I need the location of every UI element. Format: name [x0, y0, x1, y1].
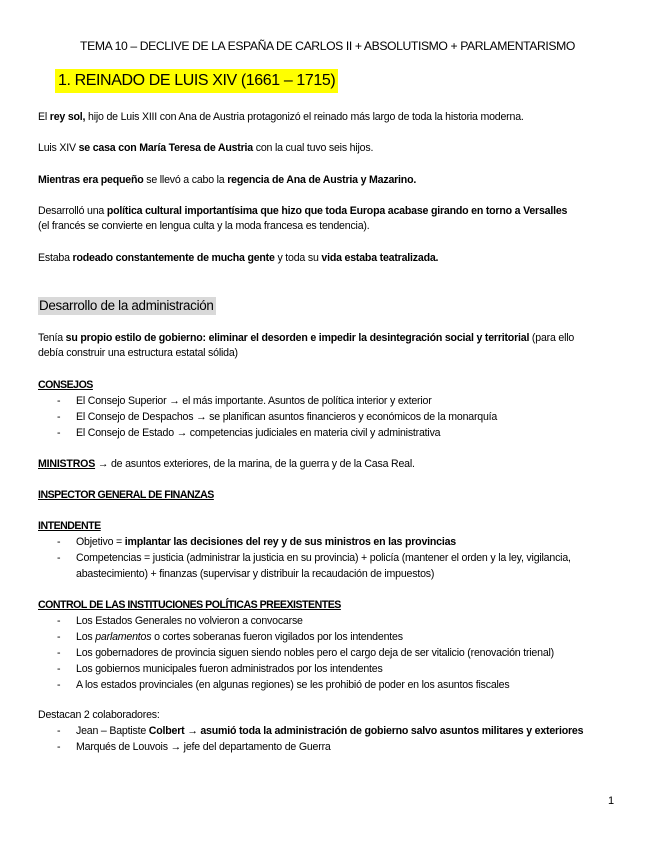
list-item: - Marqués de Louvois → jefe del departamento de Guerra [0, 739, 655, 755]
list-item: - El Consejo Superior → el más importante. Asuntos de política interior y exterior [0, 393, 655, 409]
paragraph-ministros: MINISTROS → de asuntos exteriores, de la marina, de la guerra y de la Casa Real. [38, 458, 415, 470]
heading-control: CONTROL DE LAS INSTITUCIONES POLÍTICAS PREEXISTENTES [38, 599, 341, 611]
list-control [0, 613, 655, 693]
page-number: 1 [608, 795, 614, 807]
paragraph-politica-cultural: Desarrolló una política cultural importantísima que hizo que toda Europa acabase girando en torno a Versalles (el francés se convierte en lengua culta y la moda francesa es tendencia). [38, 205, 568, 232]
list-item: - El Consejo de Estado → competencias judiciales en materia civil y administrativa [0, 425, 655, 441]
heading-consejos: CONSEJOS [38, 379, 93, 391]
section-heading-reinado: 1. REINADO DE LUIS XIV (1661 – 1715) [55, 69, 338, 93]
paragraph-matrimonio: Luis XIV se casa con María Teresa de Austria con la cual tuvo seis hijos. [38, 142, 374, 154]
paragraph-colaboradores: Destacan 2 colaboradores: [38, 709, 160, 721]
heading-intendente: INTENDENTE [38, 520, 101, 532]
paragraph-teatralizada: Estaba rodeado constantemente de mucha gente y toda su vida estaba teatralizada. [38, 252, 439, 264]
list-item: - Los gobernadores de provincia siguen siendo nobles pero el cargo deja de ser vitalicio (renovación trienal) [0, 645, 655, 661]
list-colaboradores [0, 723, 655, 755]
paragraph-rey-sol: El rey sol, hijo de Luis XIII con Ana de Austria protagonizó el reinado más largo de toda la historia moderna. [38, 111, 524, 123]
document-title: TEMA 10 – DECLIVE DE LA ESPAÑA DE CARLOS II + ABSOLUTISMO + PARLAMENTARISMO [80, 39, 575, 53]
paragraph-estilo-gobierno: Tenía su propio estilo de gobierno: eliminar el desorden e impedir la desintegración social y territorial (para ello debía construir una estructura estatal sólida) [38, 332, 575, 359]
list-item: - A los estados provinciales (en algunas regiones) se les prohibió de poder en los asuntos fiscales [0, 677, 655, 693]
list-item: - Los gobiernos municipales fueron administrados por los intendentes [0, 661, 655, 677]
heading-inspector: INSPECTOR GENERAL DE FINANZAS [38, 489, 214, 501]
paragraph-regencia: Mientras era pequeño se llevó a cabo la regencia de Ana de Austria y Mazarino. [38, 174, 417, 186]
list-item: - Los Estados Generales no volvieron a convocarse [0, 613, 655, 629]
subsection-heading-administracion: Desarrollo de la administración [39, 298, 214, 313]
list-item: - Competencias = justicia (administrar la justicia en su provincia) + policía (mantener el orden y la ley, vigilancia, abastecimiento) + finanzas (supervisar y distribuir la recaudación de impuestos) [0, 550, 618, 582]
list-item: - Jean – Baptiste Colbert → asumió toda la administración de gobierno salvo asuntos militares y exteriores [0, 723, 655, 739]
list-item: - El Consejo de Despachos → se planifican asuntos financieros y económicos de la monarquía [0, 409, 655, 425]
list-intendente [0, 534, 655, 582]
list-consejos [0, 393, 655, 441]
list-item: - Los parlamentos o cortes soberanas fueron vigilados por los intendentes [0, 629, 655, 645]
list-item: - Objetivo = implantar las decisiones del rey y de sus ministros en las provincias [0, 534, 655, 550]
